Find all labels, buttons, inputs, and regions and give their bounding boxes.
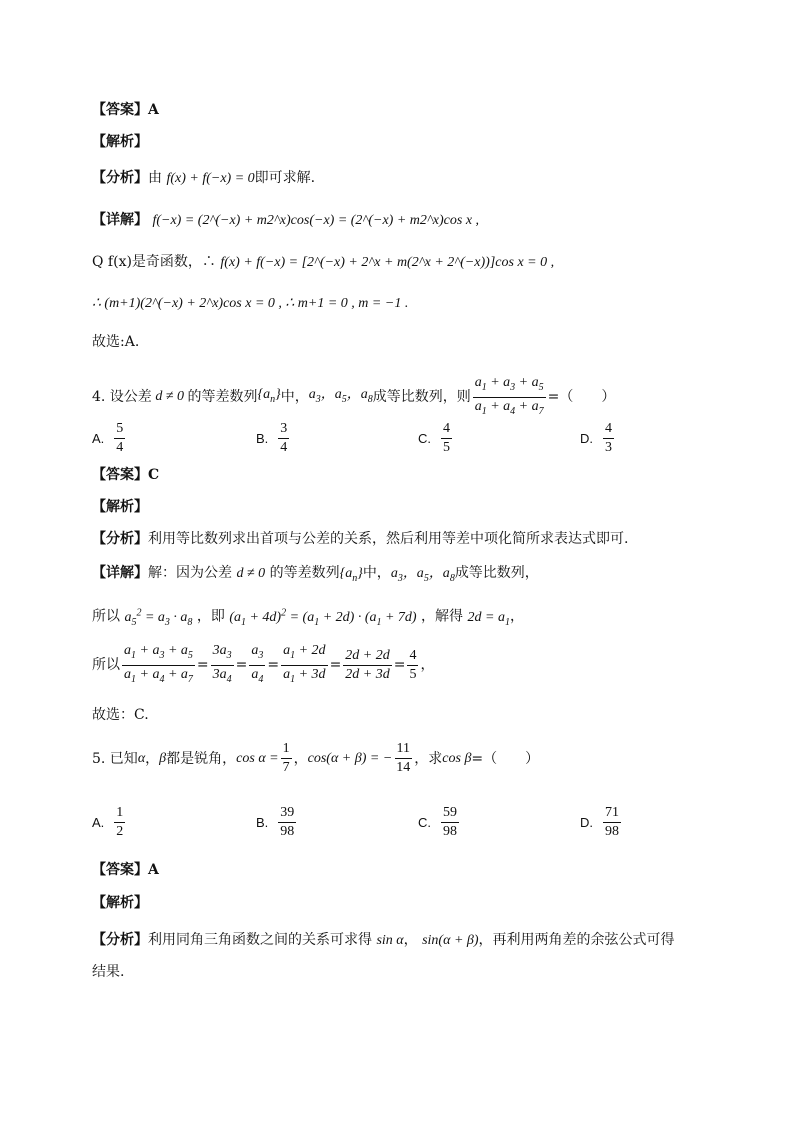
q5-fenxi-mid: ，	[403, 932, 418, 948]
q3-fenxi-post: 即可求解.	[254, 170, 316, 186]
q4-target-fraction: $\frac{a_1 + a_3 + a_5}{a_1 + a_4 + a_7}$	[474, 375, 544, 417]
q3-fenxi-label: 【分析】	[92, 170, 148, 186]
q4-option-a[interactable]	[92, 420, 127, 457]
q3-detail-line2-pre: Q f(x)是奇函数，∴	[92, 254, 216, 270]
q3-detail-eq1: f(−x) = (2^(−x) + m2^x)cos(−x) = (2^(−x) + m2^x)cos x ,	[152, 213, 480, 228]
q4-analysis-heading: 【解析】	[92, 499, 148, 515]
q4-detail1-mid: 的等差数列	[269, 565, 340, 581]
q4-detail-line2: 所以 $a_5^2 = a_3 \cdot a_8$ ，即 $(a_1 + 4d)^2 = (a_1 + 2d) \cdot (a_1 + 7d)$ ，解得 $2d = a_1$，	[92, 607, 524, 628]
q5-option-a[interactable]	[92, 804, 127, 841]
q4-stem-post: =（ ）	[547, 389, 616, 406]
q5-stem-mid4: ，求	[414, 750, 443, 767]
q4-detail1-post: 成等比数列，	[454, 565, 539, 581]
q4-detail2-mid: ，即	[196, 608, 225, 625]
q4-option-b[interactable]	[256, 420, 291, 457]
q5-fenxi-pre: 利用同角三角函数之间的关系可求得	[148, 932, 372, 948]
q4-fenxi-text: 利用等比数列求出首项与公差的关系，然后利用等差中项化简所求表达式即可.	[148, 531, 629, 547]
q5-stem-mid2: 都是锐角，	[166, 750, 237, 767]
q4-option-d-value: $\frac{4}{3}$	[605, 421, 612, 455]
q3-analysis-heading: 【解析】	[92, 134, 148, 150]
q4-option-a-value: $\frac{5}{4}$	[116, 421, 124, 455]
q4-stem	[92, 374, 615, 421]
q4-option-d[interactable]	[580, 420, 616, 457]
q5-option-d[interactable]	[580, 804, 623, 841]
q4-xiangjie-label: 【详解】	[92, 565, 148, 581]
q5-option-b[interactable]	[256, 804, 298, 841]
q4-option-b-label: B.	[256, 431, 269, 446]
q5-option-c[interactable]	[418, 804, 461, 841]
q5-option-b-label: B.	[256, 815, 269, 830]
q4-stem-mid1: 的等差数列	[187, 389, 258, 406]
q4-option-c-label: C.	[418, 431, 431, 446]
q5-option-c-label: C.	[418, 815, 431, 830]
q5-option-d-value: $\frac{71}{98}$	[605, 805, 619, 839]
q5-fenxi-end: 结果.	[92, 964, 125, 980]
q4-fenxi	[92, 529, 628, 549]
q5-fenxi: 【分析】利用同角三角函数之间的关系可求得 sin α， sin(α + β)，再利用两角差的余弦公式可得	[92, 932, 675, 948]
q4-option-d-label: D.	[580, 431, 593, 446]
q4-detail3-pre: 所以	[92, 657, 120, 674]
q4-stem-mid2: 中，	[280, 389, 309, 406]
q5-option-d-label: D.	[580, 815, 593, 830]
q3-xiangjie-label: 【详解】	[92, 212, 148, 228]
q5-stem-post: =（ ）	[471, 750, 540, 767]
q4-terms: $a_3$，$a_5$，$a_8$	[308, 386, 373, 405]
q4-option-c[interactable]	[418, 420, 454, 457]
q4-seq-an: $\{a_n\}$	[257, 386, 281, 405]
q3-detail-line3: ∴ (m+1)(2^(−x) + 2^x)cos x = 0 , ∴ m+1 = 0 , m = −1 .	[92, 296, 409, 311]
q5-option-a-value: $\frac{1}{2}$	[116, 805, 124, 839]
q5-option-c-value: $\frac{59}{98}$	[443, 805, 457, 839]
q4-detail-line1: 【详解】解：因为公差 d ≠ 0 的等差数列$\{a_n\}$中，$a_3$，$a_5$，$a_8$成等比数列，	[92, 565, 539, 584]
q3-detail-eq2: f(x) + f(−x) = [2^(−x) + 2^x + m(2^x + 2^(−x))]cos x = 0 ,	[220, 255, 555, 270]
q4-stem-mid3: 成等比数列，则	[372, 389, 471, 406]
q5-analysis-heading: 【解析】	[92, 895, 148, 911]
q3-answer: 【答案】A	[92, 102, 159, 118]
q3-choose: 故选:A.	[92, 334, 140, 350]
q4-detail2-pre: 所以	[92, 608, 120, 625]
q4-answer: 【答案】C	[92, 467, 160, 483]
q5-option-b-value: $\frac{39}{98}$	[280, 805, 295, 839]
q4-detail1-mid2: 中，	[362, 565, 391, 581]
q5-stem: 5. 已知 α ， β 都是锐角， cos α = $\frac{1}{7}$ ， cos(α + β) = − $\frac{11}{14}$ ，求 cos β =（ ）	[92, 741, 540, 775]
q4-choose: 故选：C.	[92, 707, 149, 723]
q5-fenxi-label: 【分析】	[92, 932, 148, 948]
q5-fenxi-post: ，再利用两角差的余弦公式可得	[478, 932, 675, 948]
q4-detail-line3: 所以 $\frac{a_1 + a_3 + a_5}{a_1 + a_4 + a_7}$ = $\frac{3a_3}{3a_4}$ = $\frac{a_3}{a_4}$ = $\frac{a_1 + 2d}{a_1 + 3d}$ = $\frac{2d + 2d}{2d + 3d}$ = $\frac{4}{5}$ ，	[92, 643, 435, 685]
q4-detail1-pre: 解：因为公差	[148, 565, 232, 581]
q4-option-a-label: A.	[92, 431, 105, 446]
q5-option-a-label: A.	[92, 815, 105, 830]
q4-option-b-value: $\frac{3}{4}$	[280, 421, 288, 455]
q4-detail2-mid2: ，解得	[421, 608, 464, 625]
q4-d-neq-0: d ≠ 0	[151, 389, 188, 405]
q5-stem-mid1: ，	[145, 750, 160, 767]
q5-stem-pre: 5. 已知	[92, 750, 138, 767]
q3-fenxi	[92, 168, 315, 189]
q3-fenxi-equation: f(x) + f(−x) = 0	[166, 171, 255, 186]
q4-fenxi-label: 【分析】	[92, 531, 148, 547]
q4-option-c-value: $\frac{4}{5}$	[443, 421, 450, 455]
q3-detail-line1	[92, 210, 479, 231]
q3-fenxi-pre: 由	[148, 170, 162, 186]
q3-detail-line2	[92, 252, 554, 273]
q5-answer: 【答案】A	[92, 862, 159, 878]
q5-stem-mid3: ，	[293, 750, 308, 767]
q4-stem-pre: 4. 设公差	[92, 389, 152, 406]
